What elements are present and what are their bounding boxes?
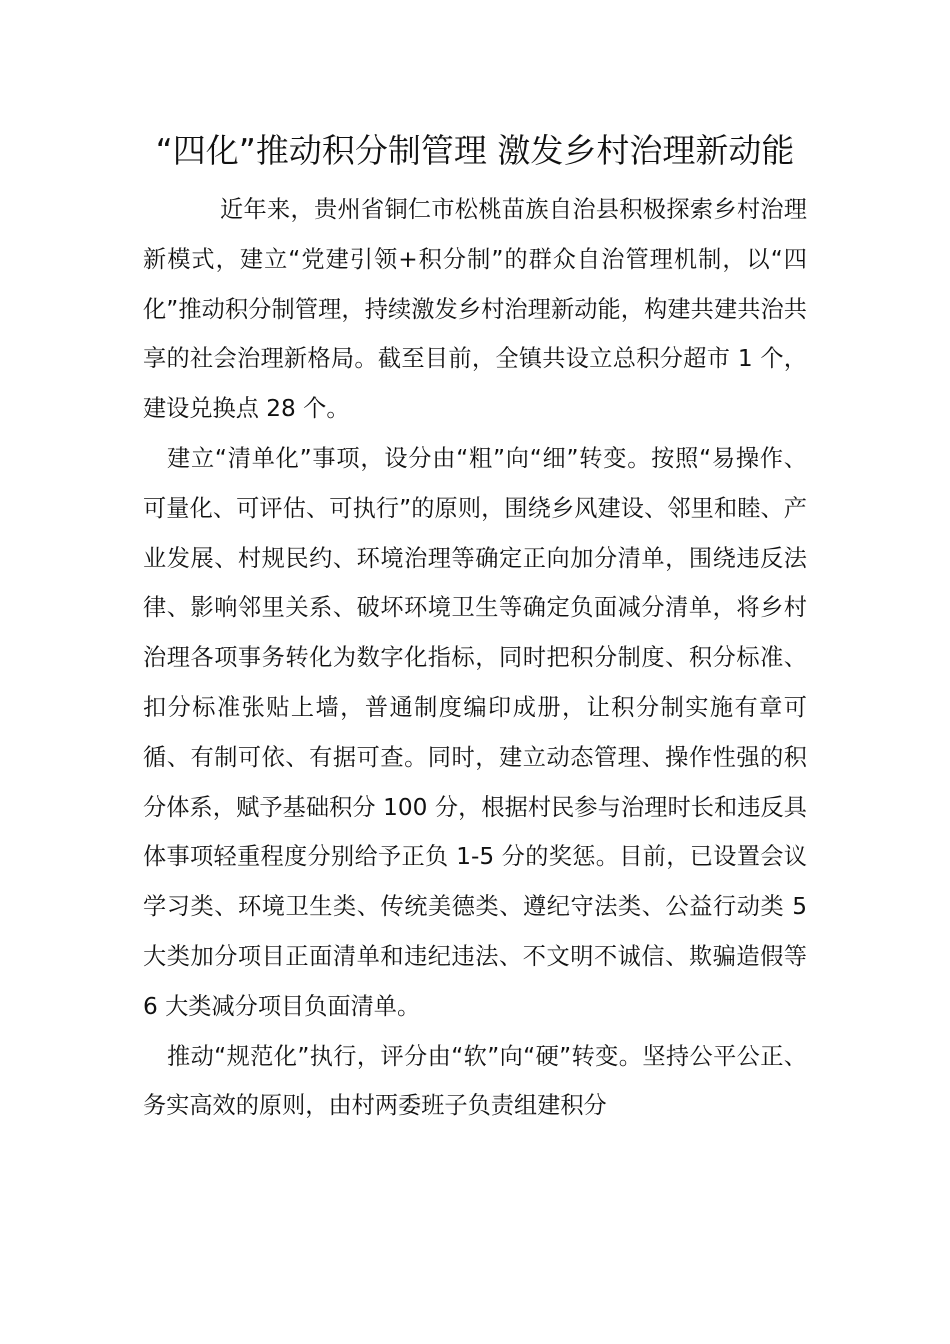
paragraph-checklist: 建立“清单化”事项，设分由“粗”向“细”转变。按照“易操作、可量化、可评估、可执行”的原则，围绕乡风建设、邻里和睦、产业发展、村规民约、环境治理等确定正向加分清单，围绕违反法律、影响邻里关系、破坏环境卫生等确定负面减分清单，将乡村治理各项事务转化为数字化指标，同时把积分制度、积分标准、扣分标准张贴上墙，普通制度编印成册，让积分制实施有章可循、有制可依、有据可查。同时，建立动态管理、操作性强的积分体系，赋予基础积分 100 分，根据村民参与治理时长和违反具体事项轻重程度分别给予正负 1-5 分的奖惩。目前，已设置会议学习类、环境卫生类、传统美德类、遵纪守法类、公益行动类 5 大类加分项目正面清单和违纪违法、不文明不诚信、欺骗造假等 6 大类减分项目负面清单。 [143,444,807,1020]
document-title: “四化”推动积分制管理 激发乡村治理新动能 [155,131,795,170]
paragraph-standardization: 推动“规范化”执行，评分由“软”向“硬”转变。坚持公平公正、务实高效的原则，由村两委班子负责组建积分 [143,1042,807,1120]
paragraph-intro: 近年来，贵州省铜仁市松桃苗族自治县积极探索乡村治理新模式，建立“党建引领+积分制”的群众自治管理机制，以“四化”推动积分制管理，持续激发乡村治理新动能，构建共建共治共享的社会治理新格局。截至目前，全镇共设立总积分超市 1 个，建设兑换点 28 个。 [143,196,807,423]
document-page [143,128,807,1131]
document-body [143,185,807,1131]
